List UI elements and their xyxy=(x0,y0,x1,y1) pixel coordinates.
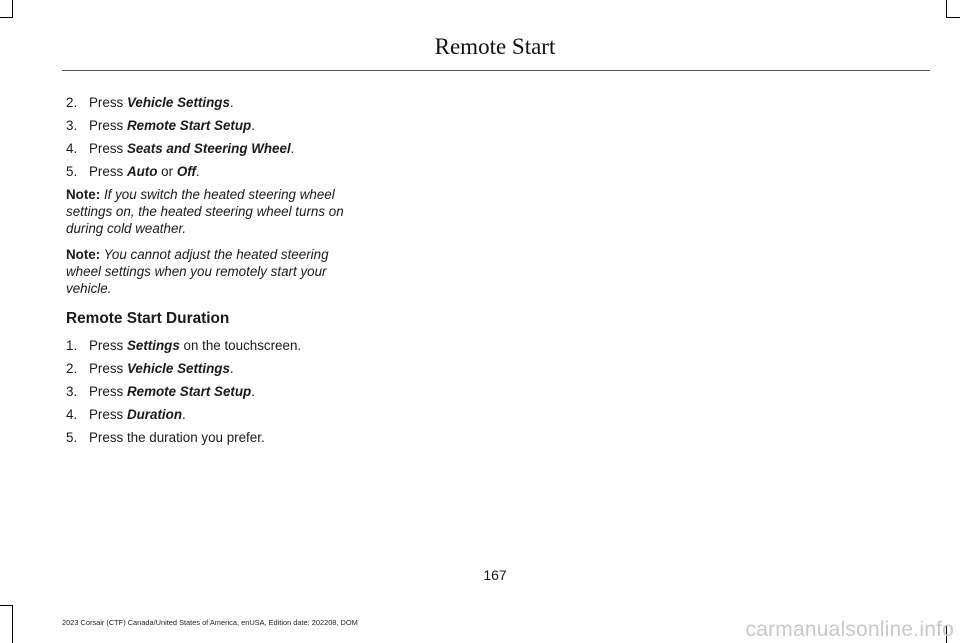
crop-mark-top-left-h xyxy=(0,17,13,18)
step-emphasis: Settings xyxy=(126,338,180,353)
step-text-end: . xyxy=(290,141,295,156)
step-number: 3. xyxy=(66,384,78,399)
list-item xyxy=(66,337,346,354)
header-rule xyxy=(62,70,930,71)
crop-mark-top-left-v xyxy=(12,0,13,17)
step-text: Press xyxy=(89,338,127,353)
note-paragraph xyxy=(66,246,346,297)
step-number: 4. xyxy=(66,141,78,156)
step-emphasis: Remote Start Setup xyxy=(126,384,252,399)
step-text: Press xyxy=(89,361,127,376)
step-text-end: . xyxy=(195,164,200,179)
step-number: 5. xyxy=(66,430,78,445)
step-emphasis: Duration xyxy=(126,407,182,422)
content-column xyxy=(66,94,346,452)
step-emphasis: Remote Start Setup xyxy=(126,118,252,133)
site-watermark: carmanualsonline.info xyxy=(745,618,954,641)
crop-mark-top-right-h xyxy=(946,17,960,18)
step-emphasis-2: Off xyxy=(176,164,196,179)
step-number: 2. xyxy=(66,95,78,110)
list-item xyxy=(66,140,346,157)
step-text: Press xyxy=(89,118,127,133)
note-label: Note: xyxy=(66,247,101,262)
crop-mark-top-right-v xyxy=(946,0,947,17)
crop-mark-bottom-left-v xyxy=(12,605,13,643)
step-emphasis: Vehicle Settings xyxy=(126,361,230,376)
list-item xyxy=(66,94,346,111)
step-text: Press xyxy=(89,384,127,399)
step-number: 1. xyxy=(66,338,78,353)
page-number: 167 xyxy=(483,567,507,583)
note-text: If you switch the heated steering wheel settings on, the heated steering wheel turns on during cold weather. xyxy=(66,187,344,236)
step-text: Press xyxy=(89,95,127,110)
crop-mark-bottom-left-h xyxy=(0,605,13,606)
list-item xyxy=(66,360,346,377)
edition-footer: 2023 Corsair (CTF) Canada/United States of America, enUSA, Edition date: 202208, DOM xyxy=(62,618,358,627)
step-text: Press the duration you prefer. xyxy=(89,430,265,445)
step-text-end: . xyxy=(251,384,255,399)
page-title: Remote Start xyxy=(434,34,556,59)
step-number: 4. xyxy=(66,407,78,422)
step-emphasis: Seats and Steering Wheel xyxy=(126,141,291,156)
step-text: Press xyxy=(89,407,127,422)
list-item xyxy=(66,163,346,180)
step-text-end: . xyxy=(182,407,186,422)
step-text: Press xyxy=(89,164,127,179)
step-text-end: . xyxy=(251,118,255,133)
section-heading: Remote Start Duration xyxy=(66,310,230,327)
step-text-end: . xyxy=(229,95,234,110)
list-item xyxy=(66,383,346,400)
list-item xyxy=(66,429,346,446)
step-text-end: on the touchscreen. xyxy=(179,338,302,353)
list-item xyxy=(66,117,346,134)
step-emphasis: Auto xyxy=(126,164,158,179)
step-text-mid: or xyxy=(157,164,177,179)
step-number: 3. xyxy=(66,118,78,133)
step-text: Press xyxy=(89,141,127,156)
step-text-end: . xyxy=(229,361,234,376)
step-emphasis: Vehicle Settings xyxy=(126,95,230,110)
note-text: You cannot adjust the heated steering wheel settings when you remotely start your vehicle. xyxy=(66,247,329,296)
note-paragraph xyxy=(66,186,346,237)
step-number: 2. xyxy=(66,361,78,376)
step-number: 5. xyxy=(66,164,78,179)
list-item xyxy=(66,406,346,423)
note-label: Note: xyxy=(66,187,101,202)
